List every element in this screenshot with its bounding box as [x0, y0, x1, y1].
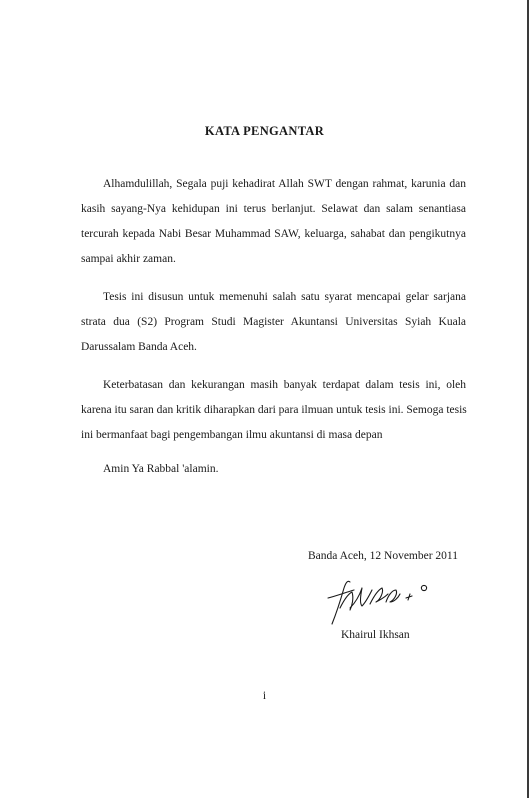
paragraph-line: ini bermanfaat bagi pengembangan ilmu akuntansi di masa depan	[81, 429, 383, 441]
paragraph-limitations	[81, 373, 466, 448]
closing-prayer: Amin Ya Rabbal 'alamin.	[103, 463, 219, 475]
paragraph-line: karena itu saran dan kritik diharapkan dari para ilmuan untuk tesis ini. Semoga tesis	[81, 404, 467, 416]
handwritten-signature	[326, 574, 446, 626]
paragraph-line: Keterbatasan dan kekurangan masih banyak terdapat dalam tesis ini, oleh	[103, 379, 466, 391]
paragraph-line: kasih sayang-Nya kehidupan ini terus berlanjut. Selawat dan salam senantiasa	[81, 203, 466, 215]
place-date: Banda Aceh, 12 November 2011	[308, 550, 458, 562]
paragraph-line: strata dua (S2) Program Studi Magister Akuntansi Universitas Syiah Kuala	[81, 316, 466, 328]
page-title: KATA PENGANTAR	[204, 124, 325, 138]
paragraph-line: tercurah kepada Nabi Besar Muhammad SAW, keluarga, sahabat dan pengikutnya	[81, 228, 466, 240]
paragraph-line: Tesis ini disusun untuk memenuhi salah satu syarat mencapai gelar sarjana	[103, 291, 466, 303]
signer-name: Khairul Ikhsan	[341, 629, 410, 641]
paragraph-line: sampai akhir zaman.	[81, 253, 176, 265]
paragraph-intro	[81, 172, 466, 272]
page-number: i	[262, 690, 267, 702]
paragraph-line: Alhamdulillah, Segala puji kehadirat Allah SWT dengan rahmat, karunia dan	[103, 178, 466, 190]
paragraph-line: Darussalam Banda Aceh.	[81, 341, 197, 353]
paragraph-purpose	[81, 285, 466, 360]
